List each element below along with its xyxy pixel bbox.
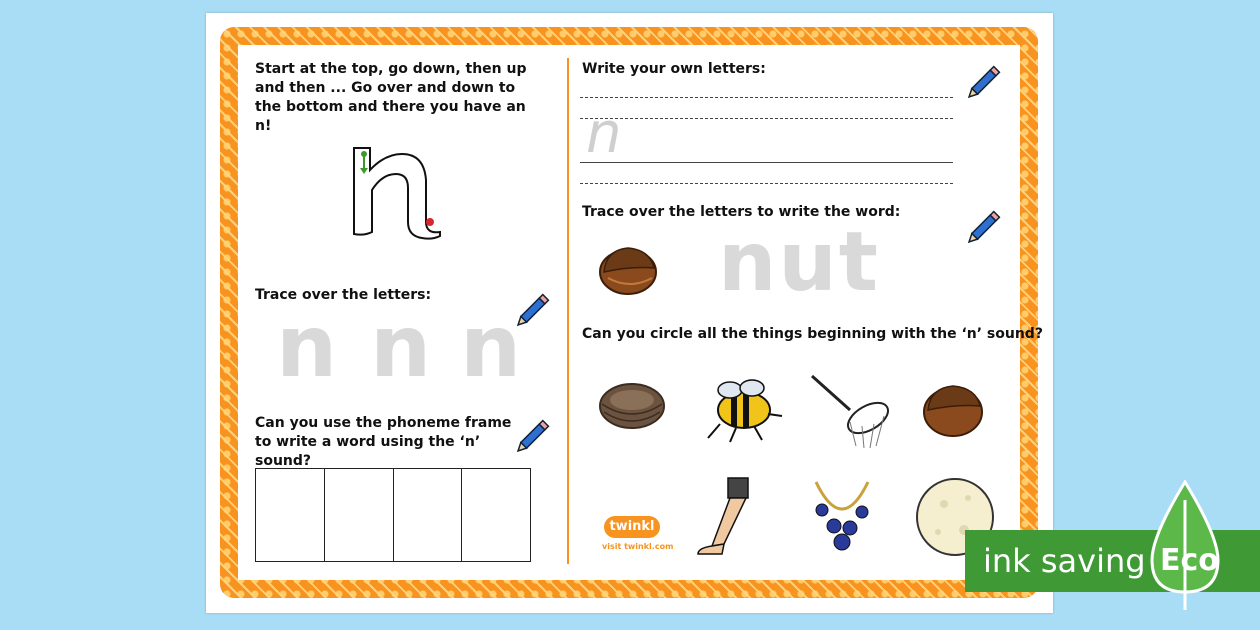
write-letter-guide[interactable]: n (586, 101, 622, 166)
leg-icon[interactable] (694, 474, 754, 560)
ink-saving-label: ink saving (983, 542, 1146, 580)
end-dot (426, 218, 434, 226)
pencil-icon (966, 60, 1006, 100)
column-divider (567, 58, 569, 564)
phoneme-heading: Can you use the phoneme frame to write a word using the ‘n’ sound? (255, 415, 512, 469)
nest-icon[interactable] (596, 374, 668, 434)
phoneme-frame[interactable] (255, 468, 531, 562)
trace-letter-1: n (276, 297, 338, 397)
letter-n-model (340, 140, 450, 240)
word-heading: Trace over the letters to write the word: (582, 204, 901, 220)
writing-line-top (580, 97, 953, 98)
eco-label: Eco (1160, 543, 1219, 578)
phoneme-box-2[interactable] (325, 469, 394, 561)
phoneme-box-4[interactable] (462, 469, 530, 561)
pencil-icon (966, 205, 1006, 245)
nut-icon[interactable] (920, 376, 986, 442)
pencil-icon (515, 414, 555, 454)
trace-word: nut (718, 215, 880, 310)
nut-icon (596, 238, 660, 298)
phoneme-box-3[interactable] (394, 469, 463, 561)
bee-icon[interactable] (700, 374, 786, 444)
twinkl-logo: twinkl (604, 516, 660, 538)
writing-line-mid (580, 118, 953, 119)
trace-letter-3: n (460, 297, 522, 397)
net-icon[interactable] (806, 370, 892, 450)
write-heading: Write your own letters: (582, 61, 766, 77)
writing-baseline (580, 162, 953, 163)
trace-heading: Trace over the letters: (255, 287, 432, 303)
start-dot (361, 151, 367, 157)
necklace-icon[interactable] (806, 476, 878, 560)
phoneme-box-1[interactable] (256, 469, 325, 561)
circle-heading: Can you circle all the things beginning with the ‘n’ sound? (582, 326, 1043, 342)
writing-line-bottom (580, 183, 953, 184)
twinkl-tagline: visit twinkl.com (602, 542, 674, 551)
trace-letter-2: n (370, 297, 432, 397)
instruction-text: Start at the top, go down, then up and then ... Go over and down to the bottom and there you have an n! (255, 61, 527, 134)
